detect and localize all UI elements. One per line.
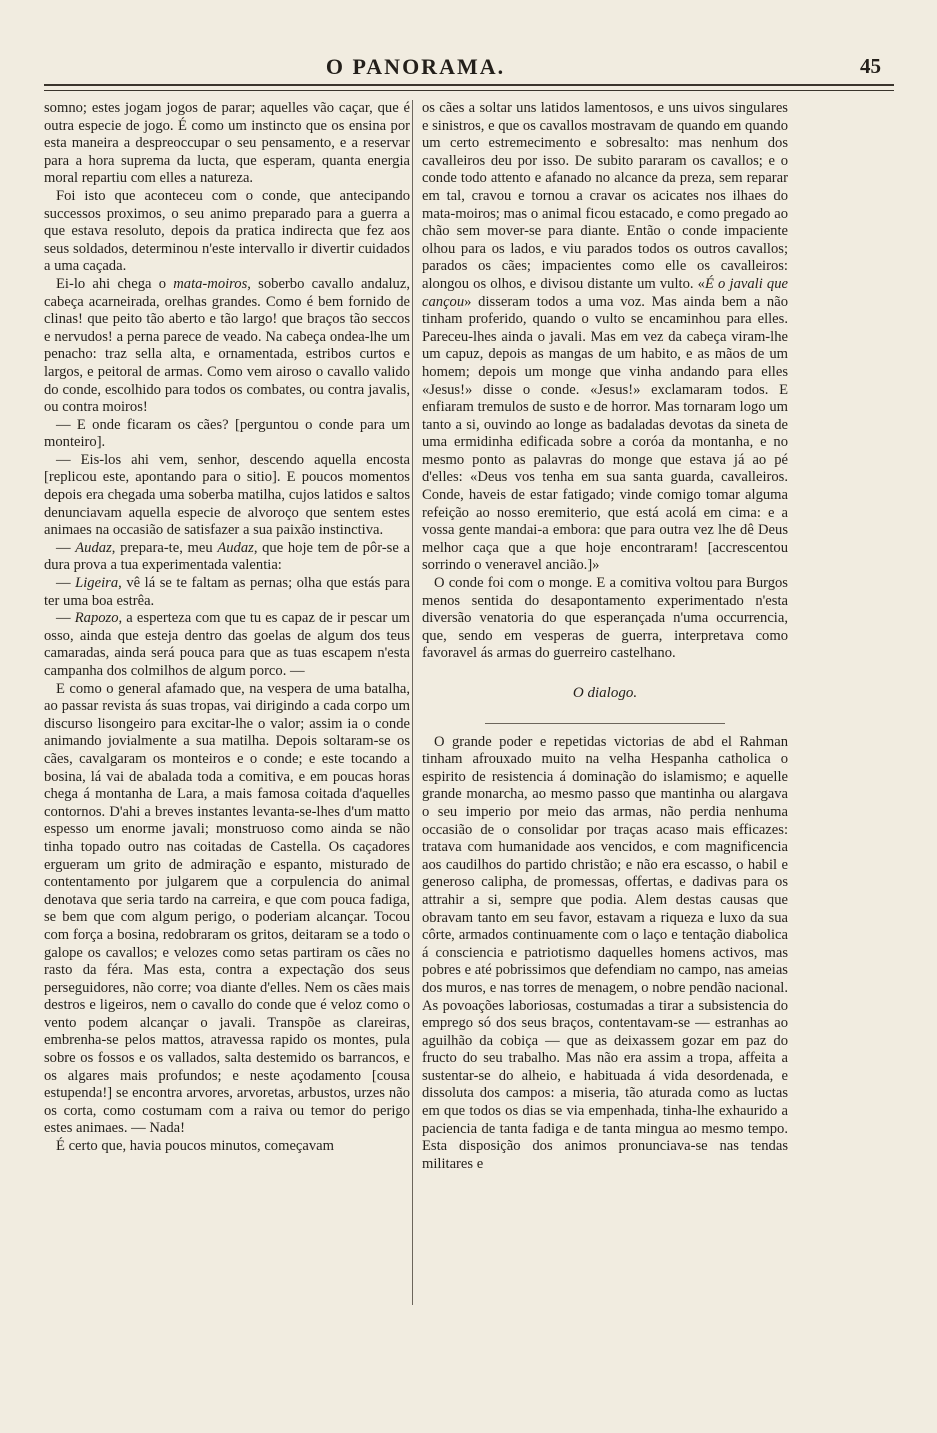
paragraph: — Rapozo, a esperteza com que tu es capaz de ir pescar um osso, ainda que esteja dentro das goelas de algum dos teus camaradas, ainda será pouca para que as tuas escapem n'esta campanha dos colmilhos de algum porco. — bbox=[44, 610, 410, 679]
emphasis: Rapozo bbox=[74, 610, 119, 627]
masthead-title: O PANORAMA. bbox=[325, 54, 506, 79]
page-number: 45 bbox=[860, 54, 881, 78]
header-rule bbox=[44, 84, 894, 91]
right-column bbox=[422, 100, 788, 1173]
section-rule bbox=[485, 723, 725, 724]
paragraph: O conde foi com o monge. E a comitiva voltou para Burgos menos sentida do desapontamento experimentado n'esta diversão venatoria do que esperançada n'uma occurrencia, que, sendo em vesperas de guerra, interpretava como favoravel ás armas do guerreiro castelhano. bbox=[422, 575, 788, 662]
paragraph: somno; estes jogam jogos de parar; aquelles vão caçar, que é outra especie de jogo. É como um instincto que os ensina por esta maneira a despreoccupar o seu pensamento, e a reservar para a hora suprema da lucta, que esperam, quanta energia moral repartiu com elles a natureza. bbox=[44, 100, 410, 187]
paragraph: O grande poder e repetidas victorias de abd el Rahman tinham afrouxado muito na velha Hespanha catholica o espirito de resistencia á dominação do islamismo; e aquelle grande monarcha, ao mesmo passo que mantinha ou alargava o seu imperio por meio das armas, não perdia nenhuma occasião de o consolidar por traças acaso mais efficazes: tratava com humanidade aos vencidos, e com magnificencia aos caudilhos do partido christão; e não era escasso, o habil e generoso calipha, de promessas, offertas, e dadivas para os attrahir a si, sempre que podia. Alem destas causas que obravam tanto em seu favor, estavam a riqueza e luxo da sua côrte, armados continuamente com o laço e tentação diabolica á consciencia e patriotismo daquelles homens activos, mas pobres e até pobrissimos que defendiam no campo, nas ameias dos muros, e nas torres de menagem, o nobre pendão nacional. As povoações laboriosas, costumadas a tirar a subsistencia do emprego só dos seus braços, contentavam-se — estranhas ao aguilhão da cobiça — que as deixassem gozar em paz do fructo do seu trabalho. Mas não era assim a tropa, affeita a sustentar-se do alheio, e habituada á vida desordenada, e dissoluta dos campos: a miseria, tão aturada como as luctas em que todos os dias se via empenhada, tinha-lhe exhaurido a paciencia de tanta fadiga e de tanta mingua ao mesmo tempo. Esta disposição dos animos pronunciava-se nas tendas militares e bbox=[422, 733, 788, 1172]
paragraph: — Ligeira, vê lá se te faltam as pernas; olha que estás para ter uma boa estrêa. bbox=[44, 575, 410, 609]
paragraph: — Audaz, prepara-te, meu Audaz, que hoje tem de pôr-se a dura prova a tua experimentada valentia: bbox=[44, 539, 410, 574]
left-column bbox=[44, 100, 410, 1156]
emphasis: mata-moiros bbox=[173, 275, 248, 292]
paragraph: E como o general afamado que, na vespera de uma batalha, ao passar revista ás suas tropas, vai dirigindo a cada corpo um discurso lisongeiro para excitar-lhe o valor; assim ia o conde animando jovialmente a sua matilha. Depois soltaram-se os cães, cavalgaram os monteiros e o conde; e este tocando a bosina, lá vai de abalada toda a comitiva, e em poucas horas chega á montanha de Lara, a mais famosa coitada d'aquelles contornos. D'ahi a breves instantes levanta-se-lhes d'um matto espesso um enorme javali; monstruoso como ainda se não tinha topado outro nas coitadas de Castella. Os caçadores ergueram um grito de admiração e espanto, misturado de contentamento por julgarem que a corpulencia do animal denotava que seria tardo na carreira, e que com pouca fadiga, se bem que com algum perigo, o poderiam alcançar. Tocou com força a bosina, redobraram os gritos, deitaram se a todo o galope os cavallos; e velozes como setas partiram os cães no rasto da féra. Mas esta, contra a expectação dos seus perseguidores, não corre; voa diante d'elles. Nem os cães mais destros e ligeiros, nem o cavallo do conde que é veloz como o vento podem alcançar o javali. Transpõe as clareiras, embrenha-se pelos mattos, atravessa rapido os montes, pula sobre os fossos e os vallados, salta destemido os barrancos, e os algares mais profundos; e neste açodamento [cousa estupenda!] se encontra arvores, arvoretas, arbustos, urzes não os corta, como costumam com a raiva ou temor do perigo estes animaes. — Nada! bbox=[44, 680, 410, 1137]
paragraph: — Eis-los ahi vem, senhor, descendo aquella encosta [replicou este, apontando para o sitio]. E poucos momentos depois era chegada uma soberba matilha, cujos latidos e saltos denunciavam aquella especie de alvoroço que sentem estes animaes na occasião de satisfazer a sua paixão instinctiva. bbox=[44, 451, 410, 539]
emphasis: Audaz bbox=[75, 539, 112, 556]
section-heading: O dialogo. bbox=[572, 685, 638, 701]
paragraph: os cães a soltar uns latidos lamentosos, e uns uivos singulares e sinistros, e que os cavallos mostravam de quando em quando um certo estremecimento e sobresalto: mas nenhum dos cavalleiros deu por isso. De subito pararam os cavallos; e o conde todo attento e afanado no alcance da preza, sem reparar em tal, cravou e tornou a cravar os acicates nos ilhaes do mata-moiros; mas o animal ficou estacado, e como pregado ao chão sem mover-se para diante. Então o conde impaciente olhou para os lados, e viu parados todos os outros cavallos; parados os cães; impacientes como elle os cavalleiros: alongou os olhos, e divisou distante um vulto. «É o javali que cançou» disseram todos a uma voz. Mas ainda bem a não tinham proferido, quando o vulto se encaminhou para elles. Pareceu-lhes ainda o javali. Mas em vez da cabeça viram-lhe um capuz, depois as mangas de um habito, e as mãos de um homem; depois um monge que vinha andando para elles «Jesus!» disse o conde. «Jesus!» exclamaram todos. E enfiaram tremulos de susto e de horror. Mas tornaram logo um tanto a si, ouvindo ao longe as badaladas devotas da sineta de uma ermidinha edificada sobre a coróa da montanha, e no mesmo ponto as palavras do monge que estava já ao pé d'elles: «Deus vos tenha em sua santa guarda, cavalleiros. Conde, haveis de estar fatigado; vinde comigo tomar alguma refeição ao nosso eremiterio, que está acolá em cima: e a vossa gente mandai-a embora: que para outra vez lhe dê Deus melhor caça que a que hoje encontraram! [accrescentou sorrindo o veneravel ancião.]» bbox=[422, 100, 788, 574]
paragraph: Foi isto que aconteceu com o conde, que antecipando successos proximos, o seu animo preparado para a guerra a que estava resoluto, depois da pratica indirecta que fez aos seus soldados, determinou n'este intervallo ir divertir cuidados a uma caçada. bbox=[44, 187, 410, 275]
column-divider bbox=[412, 100, 413, 1305]
emphasis: É o javali que cançou bbox=[422, 275, 788, 310]
emphasis: Audaz bbox=[217, 539, 254, 556]
emphasis: Ligeira bbox=[75, 575, 119, 592]
paragraph: É certo que, havia poucos minutos, começavam bbox=[56, 1138, 335, 1155]
paragraph: Ei-lo ahi chega o mata-moiros, soberbo cavallo andaluz, cabeça acarneirada, orelhas grandes. Como é bem fornido de clinas! que peito tão aberto e tão largo! que braços tão seccos e nervudos! a perna parece de veado. Na cabeça ondea-lhe um penacho: traz sella alta, e ornamentada, estribos curtos e largos, e peitoral de armas. Como vem airoso o cavallo valido do conde, escolhido para todos os combates, ou contra javalis, ou contra moiros! bbox=[44, 275, 410, 416]
paragraph: — E onde ficaram os cães? [perguntou o conde para um monteiro]. bbox=[44, 416, 410, 451]
